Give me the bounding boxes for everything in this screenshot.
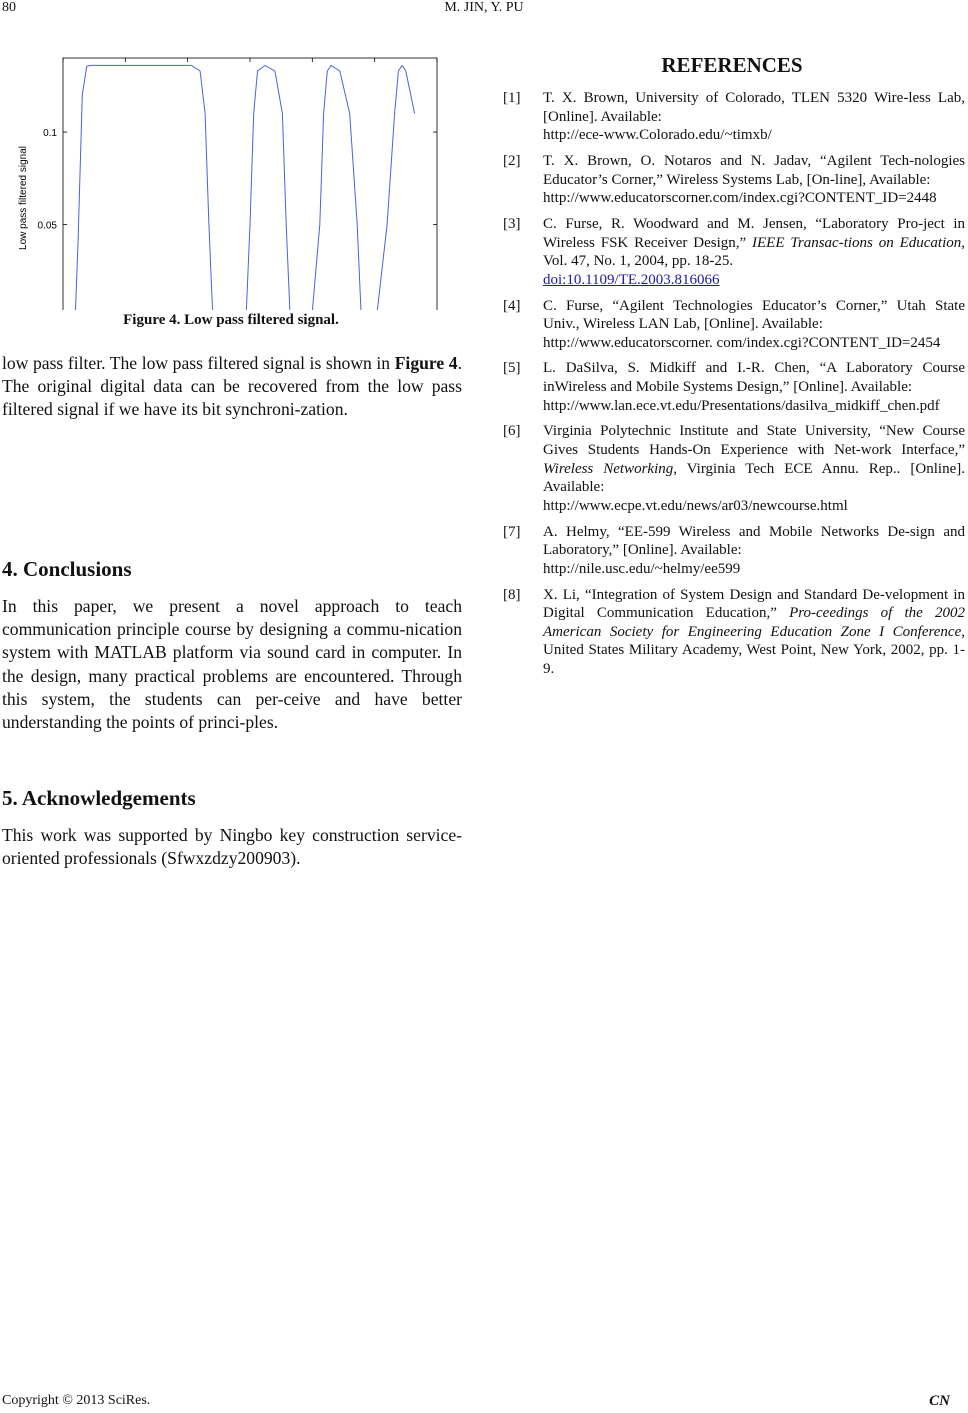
figure-4-reference[interactable]: Figure 4 [394, 353, 458, 373]
reference-journal: Pro-ceedings of the 2002 American Society for Engineering Education Zone I Conference [543, 605, 965, 640]
reference-text: A. Helmy, “EE-599 Wireless and Mobile Networks De-sign and Laboratory,” [Online]. Available: [543, 523, 965, 559]
footer-copyright: Copyright © 2013 SciRes. [2, 1393, 151, 1408]
reference-text-end: , Virginia Tech ECE Annu. Rep.. [Online]. Available: [543, 460, 965, 496]
reference-item-8 [503, 586, 965, 679]
footer-journal-code: CN [929, 1393, 950, 1409]
reference-text: X. Li, “Integration of System Design and Standard De-velopment in Digital Communication Education,” [543, 586, 965, 622]
references-list [503, 89, 965, 686]
references-title: REFERENCES [661, 53, 803, 77]
reference-text: C. Furse, R. Woodward and M. Jensen, “Laboratory Pro-ject in Wireless FSK Receiver Design,” [543, 215, 965, 251]
reference-link[interactable]: http://nile.usc.edu/~helmy/ee599 [543, 560, 741, 577]
signal-line [63, 65, 415, 310]
reference-link[interactable]: http://www.educatorscorner.com/index.cgi?CONTENT_ID=2448 [543, 190, 937, 207]
reference-link[interactable]: http://www.educatorscorner. com/index.cgi?CONTENT_ID=2454 [543, 334, 941, 351]
reference-item-4 [503, 297, 965, 353]
figure-caption: Figure 4. Low pass filtered signal. [123, 312, 339, 328]
reference-item-1 [503, 89, 965, 145]
reference-item-6 [503, 422, 965, 515]
running-head: M. JIN, Y. PU [444, 0, 524, 15]
y-tick-label: 0.1 [43, 128, 57, 140]
reference-number: [5] [503, 360, 521, 377]
reference-item-5 [503, 359, 965, 415]
reference-journal: IEEE Transac-tions on Education [752, 234, 962, 251]
conclusions-paragraph: In this paper, we present a novel approach to teach communication principle course by designing a commu-nication system with MATLAB platform via sound card in computer. In the design, many practical problems are encountered. Through this system, the students can per-ceive and have better understanding the points of princi-ples. [2, 596, 462, 733]
reference-number: [2] [503, 152, 521, 169]
reference-text: L. DaSilva, S. Midkiff and I.-R. Chen, “A Laboratory Course inWireless and Mobile Systems Design,” [Online]. Available: [543, 360, 965, 396]
reference-text: T. X. Brown, University of Colorado, TLEN 5320 Wire-less Lab, [Online]. Available: [543, 90, 965, 125]
reference-link[interactable]: http://ece-www.Colorado.edu/~timxb/ [543, 127, 772, 144]
reference-text: T. X. Brown, O. Notaros and N. Jadav, “Agilent Tech-nologies Educator’s Corner,” Wireless Systems Lab, [On-line], Available: [543, 152, 965, 188]
reference-number: [6] [503, 423, 521, 440]
page-number: 80 [2, 0, 16, 15]
reference-item-2 [503, 152, 965, 208]
reference-number: [1] [503, 90, 521, 106]
y-axis-label: Low pass filtered signal [18, 146, 29, 250]
figure-4-chart [0, 40, 462, 310]
reference-number: [3] [503, 215, 521, 232]
reference-number: [8] [503, 586, 521, 603]
para1-rest: . The original digital data can be recovered from the low pass filtered signal if we have its bit synchroni-zation. [2, 353, 462, 420]
conclusions-heading: 4. Conclusions [2, 557, 132, 581]
reference-number: [4] [503, 297, 521, 314]
reference-text: Virginia Polytechnic Institute and State University, “New Course Gives Students Hands-On Experience with Net-work Interface,” [543, 423, 965, 459]
para1-text: low pass filter. The low pass filtered signal is shown in [2, 353, 395, 373]
plot-frame [63, 58, 437, 310]
acknowledgements-heading: 5. Acknowledgements [2, 786, 196, 810]
reference-text-end: , Vol. 47, No. 1, 2004, pp. 18-25. [543, 234, 965, 270]
reference-number: [7] [503, 523, 521, 540]
reference-journal: Wireless Networking [543, 460, 674, 477]
acknowledgements-paragraph: This work was supported by Ningbo key construction service-oriented professionals (Sfwxzdzy200903). [2, 825, 462, 869]
reference-text-end: , United States Military Academy, West Point, New York, 2002, pp. 1-9. [543, 623, 965, 677]
body-paragraph-1 [2, 352, 462, 422]
reference-link[interactable]: http://www.ecpe.vt.edu/news/ar03/newcourse.html [543, 497, 848, 514]
y-tick-label: 0.05 [37, 220, 57, 232]
reference-item-7 [503, 523, 965, 579]
reference-text: C. Furse, “Agilent Technologies Educator’s Corner,” Utah State Univ., Wireless LAN Lab, [Online]. Available: [543, 297, 965, 333]
reference-doi-link[interactable]: doi:10.1109/TE.2003.816066 [543, 271, 720, 288]
reference-link[interactable]: http://www.lan.ece.vt.edu/Presentations/dasilva_midkiff_chen.pdf [543, 397, 940, 414]
reference-item-3 [503, 215, 965, 289]
